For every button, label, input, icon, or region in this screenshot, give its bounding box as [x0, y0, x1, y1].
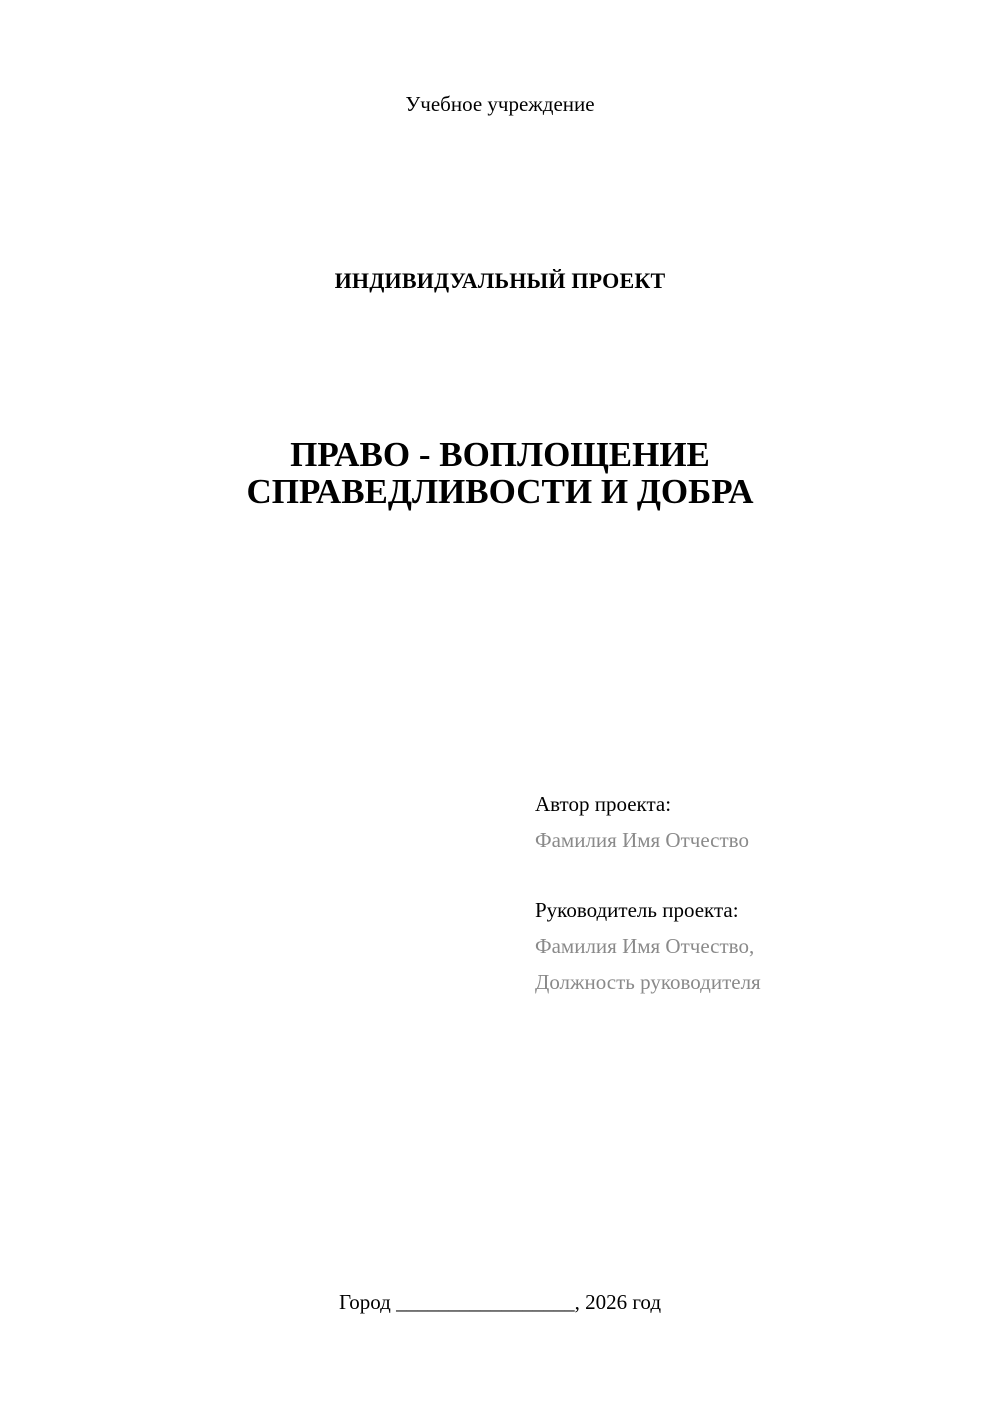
project-title-line-2: СПРАВЕДЛИВОСТИ И ДОБРА — [246, 472, 754, 511]
supervisor-name: Фамилия Имя Отчество, — [535, 934, 755, 958]
supervisor-block — [535, 892, 761, 1000]
author-block — [535, 786, 749, 858]
institution-name: Учебное учреждение — [405, 92, 595, 116]
city-year-footer: Город _________________, 2026 год — [338, 1290, 662, 1314]
supervisor-position: Должность руководителя — [535, 970, 761, 994]
author-name: Фамилия Имя Отчество — [535, 828, 749, 852]
supervisor-label: Руководитель проекта: — [535, 898, 739, 922]
project-title — [0, 436, 1000, 510]
project-title-line-1: ПРАВО - ВОПЛОЩЕНИЕ — [290, 435, 710, 474]
project-type-heading: ИНДИВИДУАЛЬНЫЙ ПРОЕКТ — [334, 268, 666, 293]
author-label: Автор проекта: — [535, 792, 672, 816]
